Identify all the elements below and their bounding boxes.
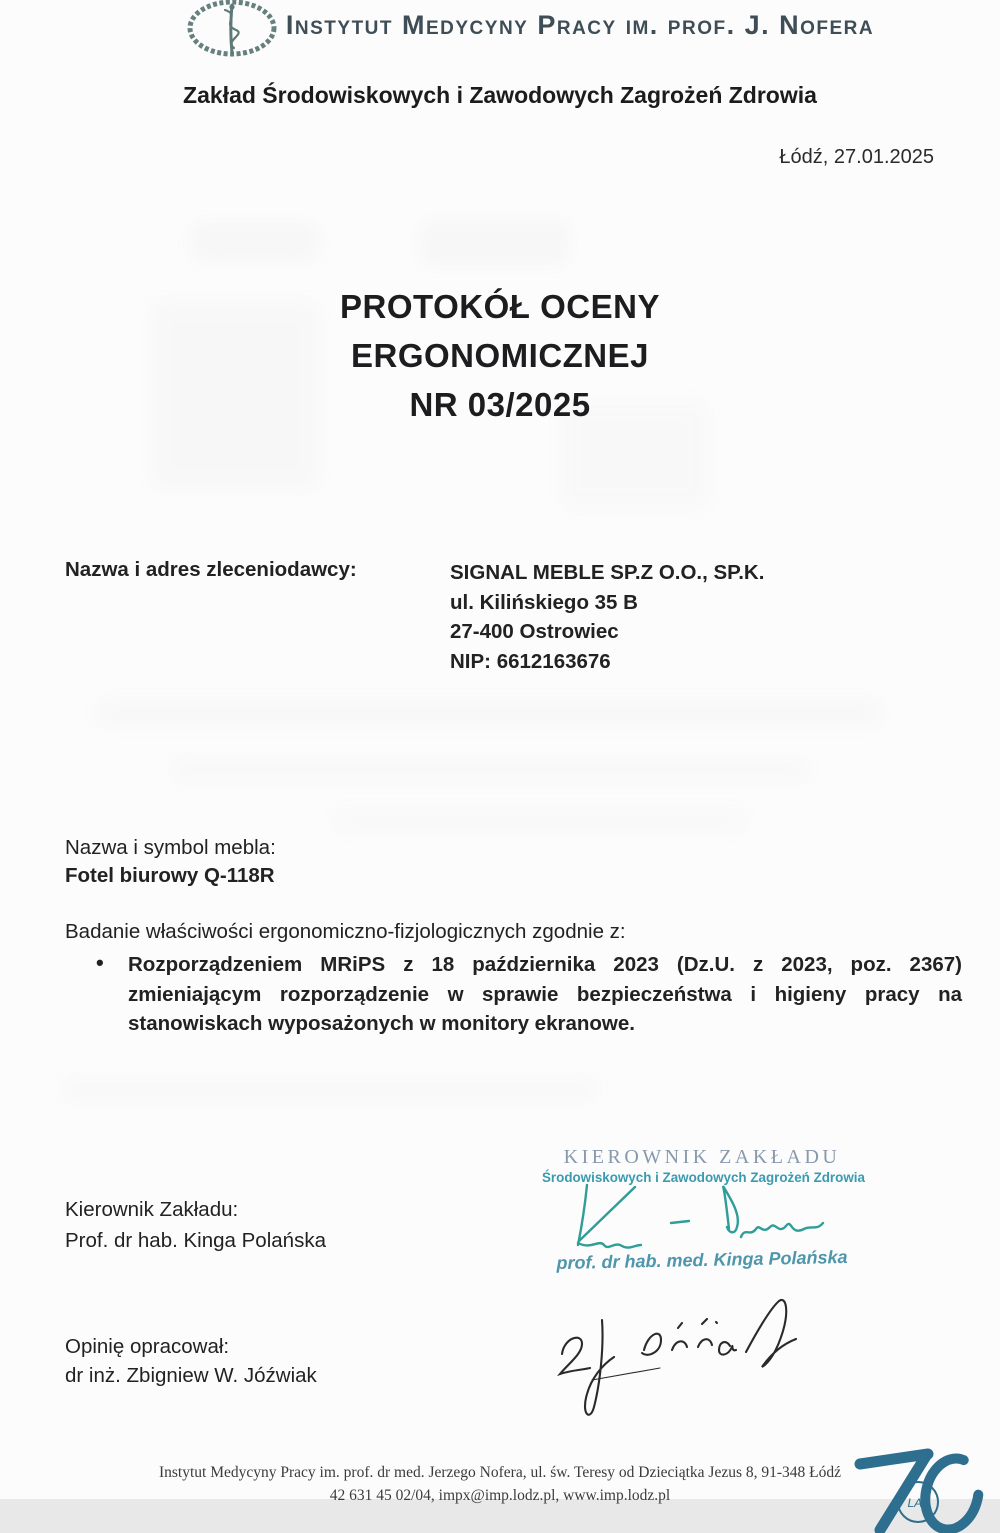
author-signature-icon xyxy=(548,1292,803,1432)
stamp-subtitle: Środowiskowych i Zawodowych Zagrożeń Zdrowia xyxy=(542,1170,865,1185)
compliance-bullet-text: Rozporządzeniem MRiPS z 18 października 2023 (Dz.U. z 2023, poz. 2367) zmieniającym rozporządzenie w sprawie bezpieczeństwa i higieny pracy na stanowiskach wyposażonych w monitory ekranowe. xyxy=(128,953,962,1035)
author-label: Opinię opracował: xyxy=(65,1335,230,1358)
bullet-marker: • xyxy=(96,950,104,975)
stamp-title: KIEROWNIK ZAKŁADU xyxy=(563,1146,841,1168)
furniture-label: Nazwa i symbol mebla: xyxy=(65,836,276,859)
author-name: dr inż. Zbigniew W. Jóźwiak xyxy=(65,1364,317,1387)
dateline: Łódź, 27.01.2025 xyxy=(779,146,934,168)
scan-artifact xyxy=(95,700,885,726)
scan-artifact xyxy=(420,220,570,266)
furniture-value: Fotel biurowy Q-118R xyxy=(65,864,275,887)
institute-name: Instytut Medycyny Pracy im. prof. J. Nofera xyxy=(285,10,875,40)
department-stamp xyxy=(542,1146,865,1274)
stamp-name: prof. dr hab. med. Kinga Polańska xyxy=(556,1246,848,1274)
title-line-1: PROTOKÓŁ OCENY xyxy=(340,288,660,325)
footer xyxy=(0,1464,1000,1505)
title-line-2: ERGONOMICZNEJ xyxy=(350,337,650,374)
scan-artifact xyxy=(330,810,750,832)
footer-address: Instytut Medycyny Pracy im. prof. dr med. Jerzego Nofera, ul. św. Teresy od Dzieciątka Jezus 8, 91-348 Łódź xyxy=(158,1464,841,1481)
client-label: Nazwa i adres zleceniodawcy: xyxy=(65,558,357,581)
head-name: Prof. dr hab. Kinga Polańska xyxy=(65,1229,326,1252)
client-name: SIGNAL MEBLE SP.Z O.O., SP.K. xyxy=(450,561,765,584)
scan-artifact xyxy=(60,1078,600,1100)
compliance-intro: Badanie właściwości ergonomiczno-fizjologicznych zgodnie z: xyxy=(65,920,626,943)
asclepius-logo-icon xyxy=(186,0,278,58)
department-head-block xyxy=(65,1194,326,1256)
head-label: Kierownik Zakładu: xyxy=(65,1198,239,1221)
compliance-bullet-item xyxy=(96,950,962,1039)
document-title xyxy=(0,282,1000,429)
client-address-block xyxy=(450,558,764,676)
title-line-3: NR 03/2025 xyxy=(409,386,591,423)
anniversary-70-lat-icon xyxy=(852,1438,1000,1510)
footer-contact: 42 631 45 02/04, impx@imp.lodz.pl, www.imp.lodz.pl xyxy=(329,1487,671,1504)
scan-artifact xyxy=(190,222,320,262)
scan-artifact xyxy=(170,758,810,782)
client-nip: NIP: 6612163676 xyxy=(450,649,611,673)
client-city: 27-400 Ostrowiec xyxy=(450,620,619,643)
client-street: ul. Kilińskiego 35 B xyxy=(450,590,638,614)
department-name: Zakład Środowiskowych i Zawodowych Zagrożeń Zdrowia xyxy=(183,82,817,108)
author-block xyxy=(65,1332,317,1390)
anniversary-label-glyph: LAT xyxy=(907,1496,929,1510)
